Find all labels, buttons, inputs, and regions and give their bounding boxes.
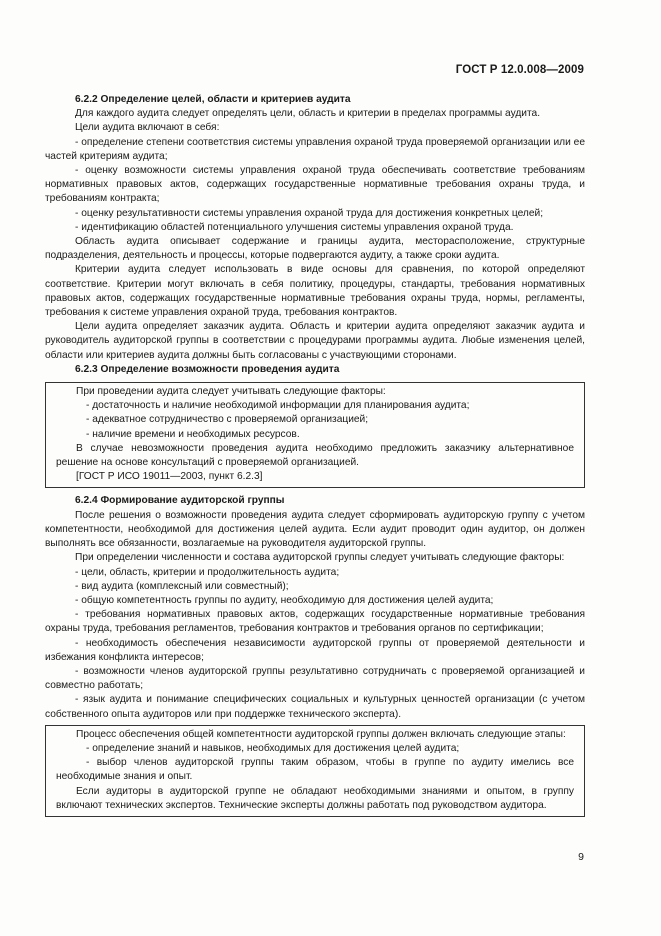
list-item: - требования нормативных правовых актов, содержащих государственные нормативные требования охраны труда, требования регламентов, требования контрактов и требования органов по сертификации;: [45, 609, 585, 635]
box-list-item: - достаточность и наличие необходимой информации для планирования аудита;: [86, 400, 470, 412]
list-item: - язык аудита и понимание специфических социальных и культурных ценностей организации (с учетом собственного опыта аудиторов или при поддержке технического эксперта).: [45, 694, 585, 720]
section-heading-6-2-4: 6.2.4 Формирование аудиторской группы: [75, 495, 285, 507]
list-item: - определение степени соответствия системы управления охраной труда проверяемой организации или ее частей критериям аудита;: [45, 136, 585, 162]
paragraph: Критерии аудита следует использовать в виде основы для сравнения, по которой определяют соответствие. Критерии могут включать в себя политику, процедуры, стандарты, требования нормативных правовых актов, содержащих государственные нормативные требования охраны труда, нормы, регламенты, требования к системе управления охраной труда, требования контрактов.: [45, 264, 585, 319]
box-list-item: - определение знаний и навыков, необходимых для достижения целей аудита;: [86, 742, 460, 754]
list-item: - оценку возможности системы управления охраной труда обеспечивать соответствие требованиям нормативных правовых актов, содержащих государственные нормативные требования охраны труда, и требованиям контракта;: [45, 165, 585, 205]
paragraph: Цели аудита включают в себя:: [75, 122, 220, 134]
paragraph: После решения о возможности проведения аудита следует сформировать аудиторскую группу с учетом компетентности, необходимой для достижения целей аудита. Если аудит проводит один аудитор, он должен выполнять все обязанности, возлагаемые на руководителя аудиторской группы.: [45, 509, 585, 550]
section-heading-6-2-3: 6.2.3 Определение возможности проведения аудита: [75, 363, 340, 375]
box-paragraph: Если аудиторы в аудиторской группе не обладают необходимыми знаниями и опытом, в группу включают технических экспертов. Технические эксперты должны работать под руководством аудитора.: [56, 785, 574, 811]
quoted-standard-box: [45, 725, 585, 817]
box-list-item: - наличие времени и необходимых ресурсов.: [86, 428, 300, 440]
list-item: - идентификацию областей потенциального улучшения системы управления охраной труда.: [75, 221, 514, 233]
box-paragraph: В случае невозможности проведения аудита необходимо предложить заказчику альтернативное решение на основе консультаций с проверяемой организацией.: [56, 442, 574, 469]
box-reference: [ГОСТ Р ИСО 19011—2003, пункт 6.2.3]: [76, 471, 263, 483]
quoted-standard-box: [45, 382, 585, 488]
box-list-item: - адекватное сотрудничество с проверяемой организацией;: [86, 414, 369, 426]
list-item: - необходимость обеспечения независимости аудиторской группы от проверяемой деятельности и избежания конфликта интересов;: [45, 637, 585, 663]
list-item: - общую компетентность группы по аудиту, необходимую для достижения целей аудита;: [75, 594, 494, 606]
page-number: 9: [578, 851, 584, 863]
paragraph: Цели аудита определяет заказчик аудита. Область и критерии аудита определяют заказчик аудита и руководитель аудиторской группы в соответствии с процедурами программы аудита. Любые изменения целей, области или критериев аудита должны быть согласованы с участвующими сторонами.: [45, 321, 585, 361]
paragraph: При определении численности и состава аудиторской группы следует учитывать следующие факторы:: [75, 552, 565, 564]
document-body: [45, 93, 585, 823]
paragraph: Область аудита описывает содержание и границы аудита, месторасположение, структурные подразделения, деятельность и процессы, которые подвергаются аудиту, а также сроки аудита.: [45, 236, 585, 262]
list-item: - возможности членов аудиторской группы результативно сотрудничать с проверяемой организацией и совместно работать;: [45, 665, 585, 692]
section-heading-6-2-2: 6.2.2 Определение целей, области и критериев аудита: [75, 94, 351, 105]
list-item: - оценку результативности системы управления охраной труда для достижения конкретных целей;: [75, 207, 544, 219]
box-paragraph: При проведении аудита следует учитывать следующие факторы:: [76, 386, 386, 398]
box-paragraph: Процесс обеспечения общей компетентности аудиторской группы должен включать следующие этапы:: [76, 728, 566, 740]
box-list-item: - выбор членов аудиторской группы таким образом, чтобы в группе по аудиту имелись все необходимые знания и опыт.: [56, 757, 574, 783]
list-item: - вид аудита (комплексный или совместный);: [75, 580, 289, 592]
list-item: - цели, область, критерии и продолжительность аудита;: [75, 566, 340, 578]
document-standard-header: ГОСТ Р 12.0.008—2009: [455, 64, 584, 76]
paragraph: Для каждого аудита следует определять цели, область и критерии в пределах программы аудита.: [75, 108, 541, 120]
